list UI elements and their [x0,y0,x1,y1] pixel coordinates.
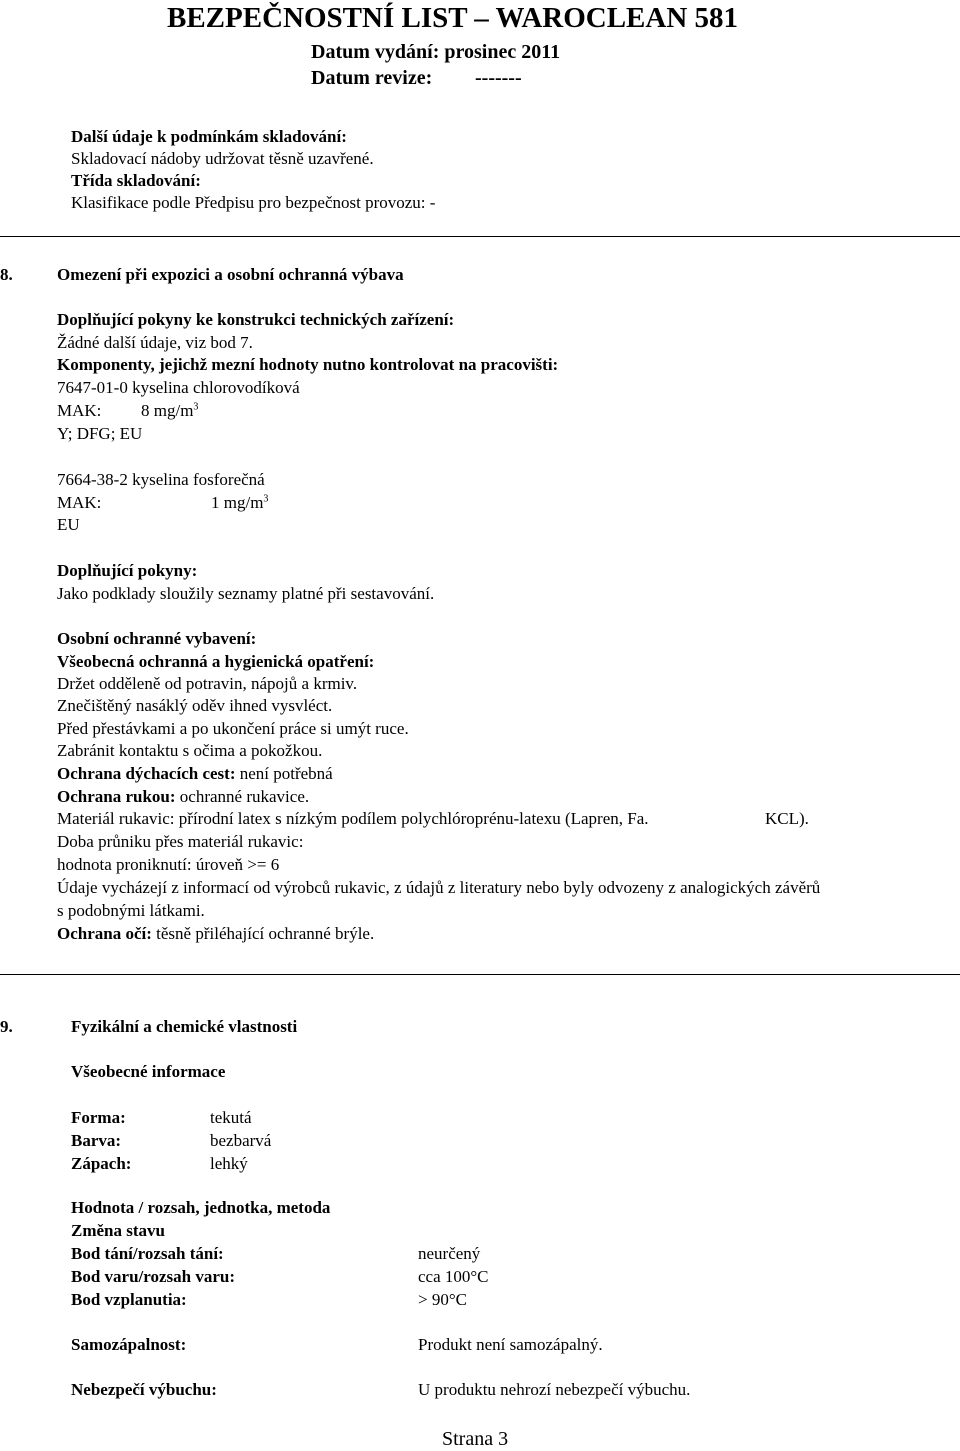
respiratory-protection: Ochrana dýchacích cest: není potřebná [57,764,333,783]
section-9-number: 9. [0,1017,13,1036]
melting-point-value: neurčený [418,1244,481,1263]
form-label: Forma: [71,1108,126,1127]
components-heading: Komponenty, jejichž mezní hodnoty nutno kontrolovat na pracovišti: [57,355,559,374]
section-8-number: 8. [0,265,13,284]
ppe-heading: Osobní ochranné vybavení: [57,629,257,648]
value-heading: Hodnota / rozsah, jednotka, metoda [71,1198,331,1217]
component-mak-value: 8 $mg/m^3$ [141,401,199,420]
glove-material-end: KCL). [765,809,809,828]
hygiene-line: Znečištěný nasáklý oděv ihned vysvléct. [57,696,333,715]
section-9-title: Fyzikální a chemické vlastnosti [71,1017,298,1036]
eye-protection: Ochrana očí: těsně přiléhající ochranné brýle. [57,924,375,943]
document-title: BEZPEČNOSTNÍ LIST – WAROCLEAN 581 [167,2,739,34]
color-value: bezbarvá [210,1131,272,1150]
component-mak-label: MAK: [57,493,102,512]
glove-material: Materiál rukavic: přírodní latex s nízkým podílem polychlóroprénu-latexu (Lapren, Fa. [57,809,649,828]
flash-point-label: Bod vzplanutia: [71,1290,187,1309]
section-divider [0,236,960,237]
breakthrough-value: hodnota proniknutí: úroveň >= 6 [57,855,280,874]
section-divider [0,974,960,975]
revision-value: ------- [475,67,522,89]
component-name: 7647-01-0 kyselina chlorovodíková [57,378,300,397]
storage-class-heading: Třída skladování: [71,171,201,190]
data-note: s podobnými látkami. [57,901,205,920]
revision-label: Datum revize: [311,67,433,89]
boiling-point-value: cca 100°C [418,1267,489,1286]
storage-further-heading: Další údaje k podmínkám skladování: [71,127,347,146]
tech-heading: Doplňující pokyny ke konstrukci technických zařízení: [57,310,455,329]
hand-protection: Ochrana rukou: ochranné rukavice. [57,787,310,806]
component-mak-label: MAK: [57,401,102,420]
melting-point-label: Bod tání/rozsah tání: [71,1244,224,1263]
hygiene-line: Držet odděleně od potravin, nápojů a krmiv. [57,674,358,693]
self-ignition-label: Samozápalnost: [71,1335,187,1354]
component-tags: Y; DFG; EU [57,424,143,443]
general-info-heading: Všeobecné informace [71,1062,226,1081]
explosion-hazard-label: Nebezpečí výbuchu: [71,1380,217,1399]
odor-label: Zápach: [71,1154,132,1173]
component-mak-value: 1 $mg/m^3$ [211,493,269,512]
self-ignition-value: Produkt není samozápalný. [418,1335,603,1354]
page-number: Strana 3 [442,1428,509,1450]
boiling-point-label: Bod varu/rozsah varu: [71,1267,236,1286]
flash-point-value: > 90°C [418,1290,467,1309]
hygiene-line: Před přestávkami a po ukončení práce si umýt ruce. [57,719,409,738]
component-name: 7664-38-2 kyselina fosforečná [57,470,265,489]
color-label: Barva: [71,1131,122,1150]
hygiene-heading: Všeobecná ochranná a hygienická opatření: [57,652,375,671]
hygiene-line: Zabránit kontaktu s očima a pokožkou. [57,741,323,760]
tech-text: Žádné další údaje, viz bod 7. [57,333,253,352]
explosion-hazard-value: U produktu nehrozí nebezpečí výbuchu. [418,1380,691,1399]
data-note: Údaje vycházejí z informací od výrobců rukavic, z údajů z literatury nebo byly odvozeny z analogických závěrů [57,878,821,897]
breakthrough-heading: Doba průniku přes materiál rukavic: [57,832,304,851]
storage-class-text: Klasifikace podle Předpisu pro bezpečnost provozu: - [71,193,436,212]
storage-further-text: Skladovací nádoby udržovat těsně uzavřené. [71,149,374,168]
supplementary-heading: Doplňující pokyny: [57,561,198,580]
component-tags: EU [57,515,80,534]
issue-date: Datum vydání: prosinec 2011 [311,41,561,63]
state-change-heading: Změna stavu [71,1221,165,1240]
odor-value: lehký [210,1154,248,1173]
supplementary-text: Jako podklady sloužily seznamy platné při sestavování. [57,584,435,603]
form-value: tekutá [210,1108,252,1127]
section-8-title: Omezení při expozici a osobní ochranná výbava [57,265,404,284]
